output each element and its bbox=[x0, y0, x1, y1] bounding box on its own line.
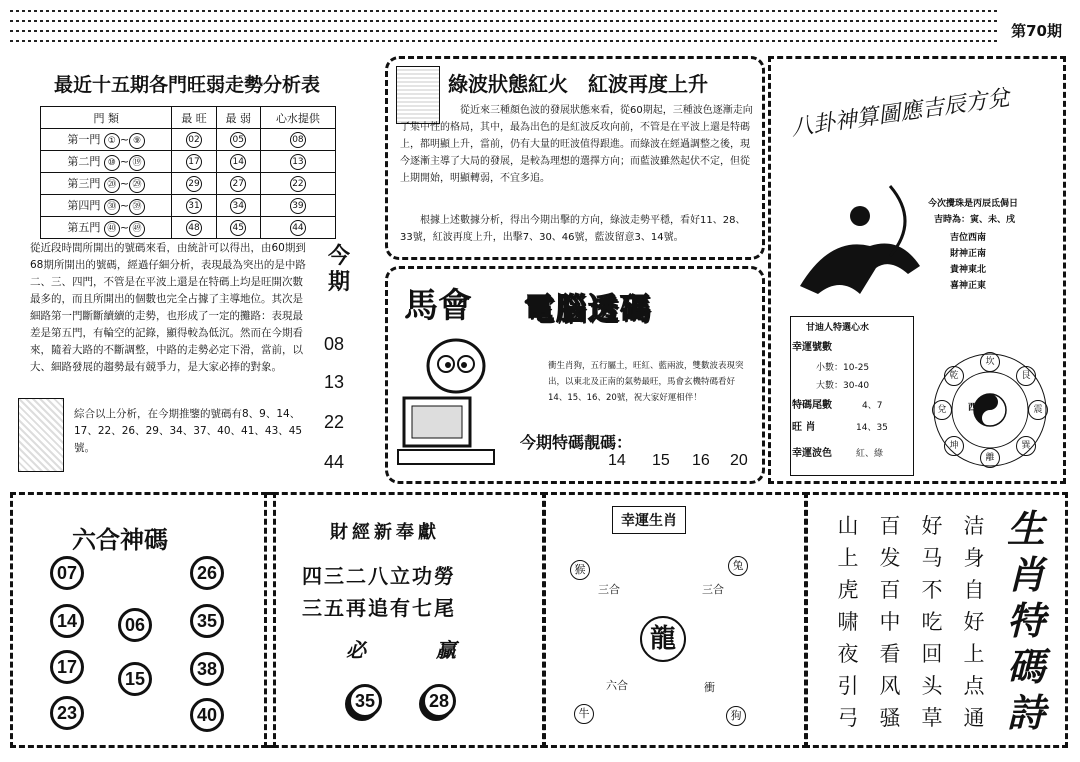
col-header-weak: 最 弱 bbox=[216, 107, 260, 129]
bagua-label: 震 bbox=[1028, 400, 1048, 420]
table-row: 第一門 ① ~ ⑨ 02 05 08 bbox=[41, 129, 336, 151]
bagua-label: 兌 bbox=[932, 400, 952, 420]
liuhe-number-ball: 06 bbox=[118, 608, 152, 642]
bagua-label: 艮 bbox=[1016, 366, 1036, 386]
zodiac-sanhe-right: 三合 bbox=[702, 583, 724, 596]
fortune-line: 今次攪珠是丙辰氐侷日 bbox=[928, 199, 1019, 209]
tip-value: 13 bbox=[290, 154, 306, 170]
liuhe-number-ball: 07 bbox=[50, 556, 84, 590]
weak-value: 45 bbox=[230, 220, 246, 236]
tip-value: 08 bbox=[290, 132, 306, 148]
computer-number: 20 bbox=[730, 452, 748, 469]
computer-number: 16 bbox=[692, 452, 710, 469]
weak-value: 27 bbox=[230, 176, 246, 192]
computer-mascot-illustration bbox=[396, 332, 526, 468]
computer-number: 15 bbox=[652, 452, 670, 469]
liuhe-number-ball: 23 bbox=[50, 696, 84, 730]
table-row: 第五門 ㊵ ~ ㊾ 48 45 44 bbox=[41, 217, 336, 239]
issue-number: 第70期 bbox=[1011, 22, 1062, 40]
fortune-calligraphy: 八卦神算圖應吉辰方兌 bbox=[789, 85, 1011, 142]
liuhe-number-ball: 14 bbox=[50, 604, 84, 638]
today-number: 22 bbox=[324, 412, 345, 432]
hot-value: 48 bbox=[186, 220, 202, 236]
wave-body: 從近來三種顏色波的發展狀態來看，從60期起，三種波色逐漸走向了集中性的格局，其中，最為出色的是紅波反攻向前，不管是在平波上還是特碼上，都明顯上升，當前，仍有大量的旺波值得跟進。而綠波在經過調整之後，現今逐漸主導了大局的發展，是較為理想的選擇方向；而藍波雖然起伏不定，但從上期開始，明顯轉弱，不宜多追。 bbox=[400, 105, 753, 184]
computer-brand: 馬會 bbox=[404, 286, 472, 326]
gate-label: 第三門 bbox=[67, 176, 101, 190]
hot-value: 31 bbox=[186, 198, 202, 214]
tip-value: 22 bbox=[290, 176, 306, 192]
color-value: 紅、綠 bbox=[856, 449, 884, 459]
weak-value: 34 bbox=[230, 198, 246, 214]
hot-value: 29 bbox=[186, 176, 202, 192]
gate-label: 第五門 bbox=[67, 220, 101, 234]
finance-ball: 35 bbox=[348, 684, 382, 718]
gate-label: 第二門 bbox=[67, 154, 101, 168]
hot-value: 17 bbox=[186, 154, 202, 170]
fortune-line: 財神正南 bbox=[950, 249, 987, 259]
range-start: ⑩ bbox=[104, 155, 120, 171]
small-range: 小數：10-25 bbox=[816, 363, 870, 373]
range-start: ⑳ bbox=[104, 177, 120, 193]
color-label: 幸運波色 bbox=[792, 448, 832, 459]
computer-today-label: 今期特碼靚碼： bbox=[520, 433, 633, 452]
range-start: ㉚ bbox=[104, 199, 120, 215]
analysis-summary: 綜合以上分析，在今期推鑒的號碼有8、9、14、17、22、26、29、34、37、40、41、43、45號。 bbox=[74, 408, 303, 454]
today-number: 08 bbox=[324, 334, 345, 354]
range-end: ⑲ bbox=[129, 155, 145, 171]
tail-label: 特碼尾數 bbox=[792, 400, 832, 411]
lucky-title: 甘迪人特選心水 bbox=[806, 323, 870, 333]
poem-column: 好马不吃回头草 bbox=[921, 514, 943, 730]
col-header-tip: 心水提供 bbox=[260, 107, 335, 129]
tip-value: 44 bbox=[290, 220, 306, 236]
weak-value: 05 bbox=[230, 132, 246, 148]
big-range: 大數：30-40 bbox=[816, 381, 870, 391]
wave-title: 綠波狀態紅火 紅波再度上升 bbox=[448, 72, 708, 96]
poem-side-title: 生肖特碼詩 bbox=[1006, 506, 1045, 735]
gate-analysis-table bbox=[40, 106, 336, 239]
table-row: 第三門 ⑳ ~ ㉙ 29 27 22 bbox=[41, 173, 336, 195]
table-header-row bbox=[41, 107, 336, 129]
tail-value: 4、7 bbox=[862, 401, 883, 411]
bagua-label: 巽 bbox=[1016, 436, 1036, 456]
range-end: ㊾ bbox=[129, 221, 145, 237]
finance-title: 財經新奉獻 bbox=[330, 522, 440, 543]
range-end: ㊴ bbox=[129, 199, 145, 215]
fortune-line: 吉位西南 bbox=[950, 233, 987, 243]
range-start: ㊵ bbox=[104, 221, 120, 237]
poem-column: 山上虎啸夜引弓 bbox=[837, 514, 859, 730]
range-end: ㉙ bbox=[129, 177, 145, 193]
finance-ball: 28 bbox=[422, 684, 456, 718]
table-row: 第四門 ㉚ ~ ㊴ 31 34 39 bbox=[41, 195, 336, 217]
analysis-title: 最近十五期各門旺弱走勢分析表 bbox=[54, 74, 321, 96]
computer-title: 電腦透碼 bbox=[524, 292, 652, 327]
computer-text: 衝生肖狗，五行屬土，旺紅、藍兩波，雙數波表現突出，以東北及正南的氣勢最旺，馬會玄機特碼看好14、15、16、20號，祝大家好運相伴！ bbox=[548, 361, 744, 403]
liuhe-number-ball: 26 bbox=[190, 556, 224, 590]
hot-value: 02 bbox=[186, 132, 202, 148]
bagua-label: 坎 bbox=[980, 352, 1000, 372]
lucky-num-label: 幸運號數 bbox=[792, 342, 832, 353]
bagua-label: 乾 bbox=[944, 366, 964, 386]
finance-line-1: 四三二八立功勞 bbox=[302, 564, 456, 588]
finance-line-2: 三五再追有七尾 bbox=[302, 596, 456, 620]
computer-number: 14 bbox=[608, 452, 626, 469]
fortune-line: 貴神東北 bbox=[950, 265, 987, 275]
liuhe-number-ball: 35 bbox=[190, 604, 224, 638]
zodiac-liuhe: 六合 bbox=[606, 679, 628, 692]
wang-label: 旺 肖 bbox=[792, 422, 816, 433]
weak-value: 14 bbox=[230, 154, 246, 170]
zodiac-dog: 狗 bbox=[726, 706, 746, 726]
liuhe-number-ball: 40 bbox=[190, 698, 224, 732]
bagua-center-label: 西 bbox=[968, 403, 978, 413]
finance-ying: 贏 bbox=[436, 638, 456, 662]
fortune-line: 喜神正東 bbox=[950, 281, 987, 291]
analysis-paragraph: 從近段時間所開出的號碼來看，由統計可以得出，由60期到68期所開出的號碼，經過仔細分析，表現最為突出的是中路二、三、四門，不管是在平波上還是在特碼上均是旺開次數最多的，而且所開出的個數也完全占據了主導地位。其次是細路第一門斷斷續續的走勢，也形成了一定的攤路：表現最差是第五門，有輪空的記錄，顯得較為低沉。然而在今期看來，隨着大路的不斷調整，中路的走勢必定下滑，當前，以大、細路發展的趨勢最有競爭力，是大家必捧的對象。 bbox=[30, 242, 306, 373]
col-header-gate: 門 類 bbox=[41, 107, 172, 129]
zodiac-monkey: 猴 bbox=[570, 560, 590, 580]
range-end: ⑨ bbox=[129, 133, 145, 149]
zodiac-ox: 牛 bbox=[574, 704, 594, 724]
poem-column: 洁身自好上点通 bbox=[963, 514, 985, 730]
tip-value: 39 bbox=[290, 198, 306, 214]
liuhe-number-ball: 38 bbox=[190, 652, 224, 686]
bagua-label: 離 bbox=[980, 448, 1000, 468]
zodiac-chong: 衝 bbox=[704, 681, 715, 694]
zodiac-title: 幸運生肖 bbox=[612, 506, 686, 534]
portrait-image bbox=[18, 398, 64, 472]
gate-label: 第一門 bbox=[67, 132, 101, 146]
zodiac-sanhe-left: 三合 bbox=[598, 583, 620, 596]
zodiac-rabbit: 兔 bbox=[728, 556, 748, 576]
gate-label: 第四門 bbox=[67, 198, 101, 212]
today-label: 今期 bbox=[327, 244, 350, 295]
fortune-line: 吉時為：寅、未、戌 bbox=[934, 215, 1016, 225]
range-start: ① bbox=[104, 133, 120, 149]
col-header-hot: 最 旺 bbox=[172, 107, 216, 129]
liuhe-number-ball: 15 bbox=[118, 662, 152, 696]
table-row: 第二門 ⑩ ~ ⑲ 17 14 13 bbox=[41, 151, 336, 173]
today-number: 44 bbox=[324, 452, 345, 472]
finance-bi: 必 bbox=[346, 638, 366, 662]
zodiac-center-dragon: 龍 bbox=[640, 616, 686, 662]
today-number: 13 bbox=[324, 372, 345, 392]
archer-horse-illustration bbox=[790, 176, 930, 306]
liuhe-title: 六合神碼 bbox=[72, 526, 168, 554]
liuhe-number-ball: 17 bbox=[50, 650, 84, 684]
wang-value: 14、35 bbox=[856, 423, 888, 433]
wave-conclusion: 根據上述數據分析，得出今期出擊的方向，綠波走勢平穩，看好11、28、33號，紅波再度上升，出擊7、30、46號，藍波留意3、14號。 bbox=[400, 215, 746, 243]
poem-column: 百发百中看风骚 bbox=[879, 514, 901, 730]
bagua-label: 坤 bbox=[944, 436, 964, 456]
